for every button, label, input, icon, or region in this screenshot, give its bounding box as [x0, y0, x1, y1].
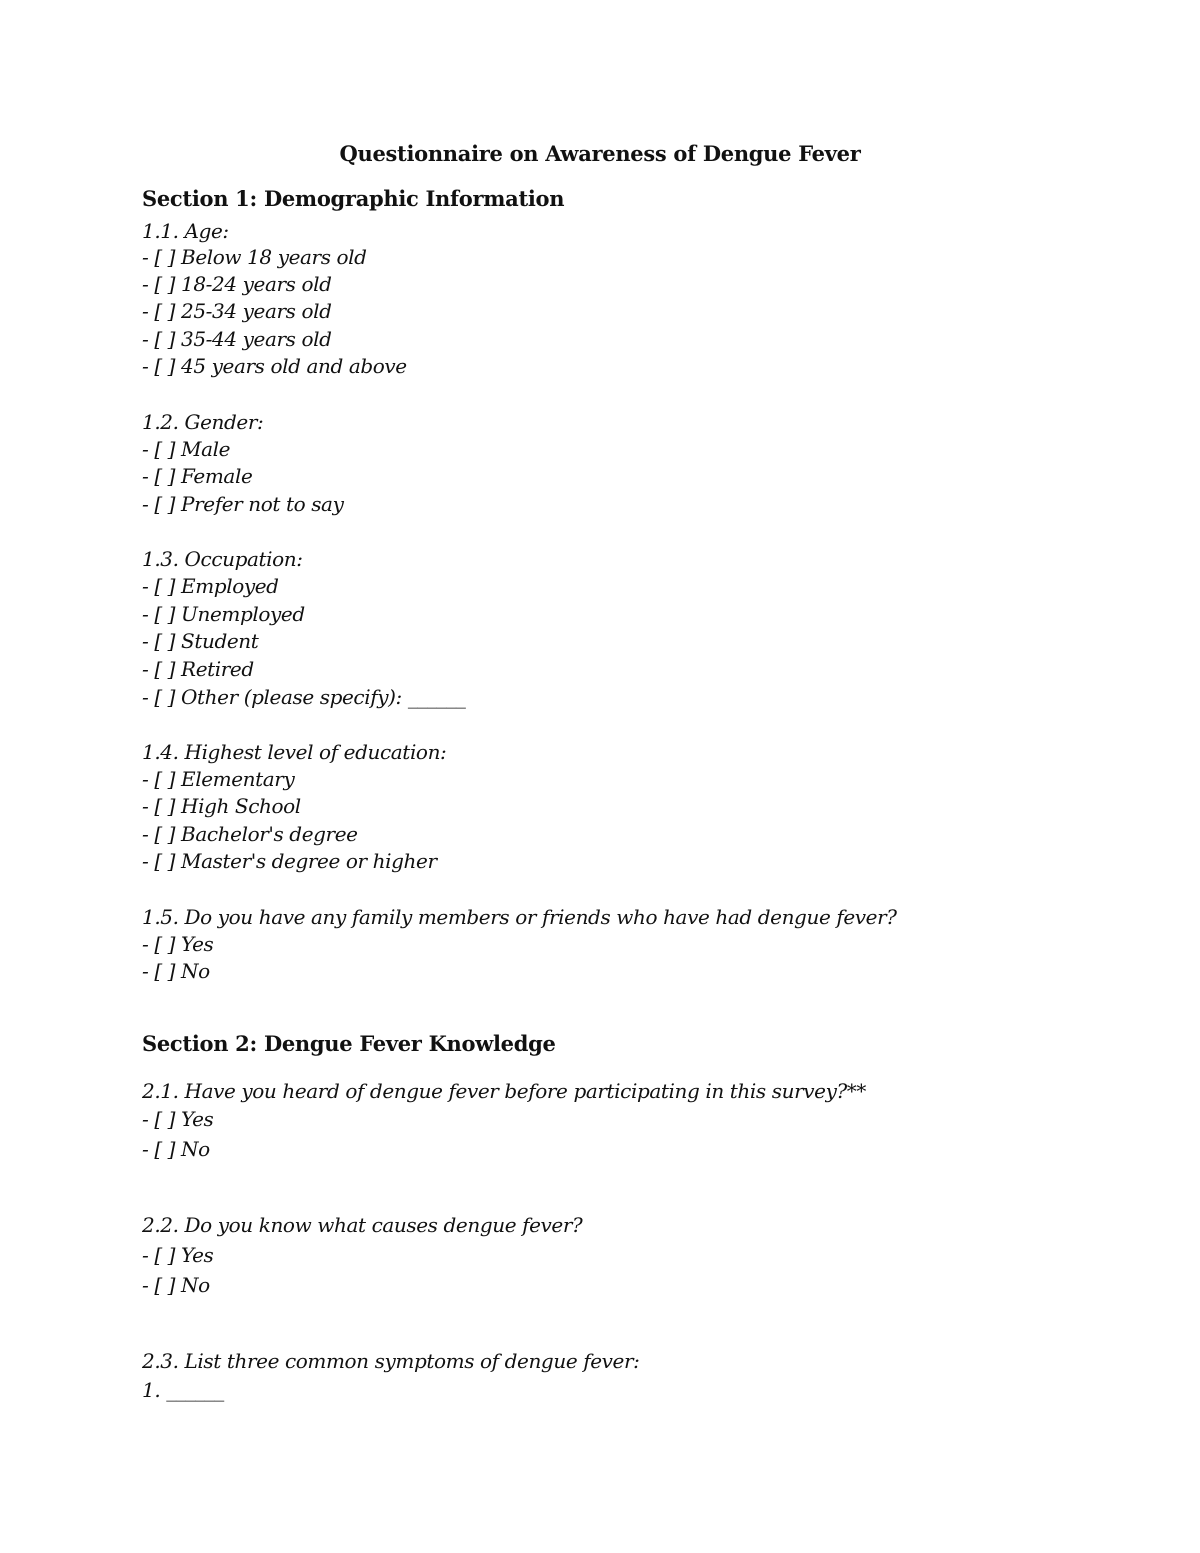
document-title: Questionnaire on Awareness of Dengue Fever	[339, 141, 861, 166]
question-1-5: 1.5. Do you have any family members or friends who have had dengue fever?	[142, 905, 897, 929]
option-occupation-other[interactable]: - [ ] Other (please specify): ______	[142, 685, 466, 709]
option-occupation-unemployed[interactable]: - [ ] Unemployed	[142, 602, 305, 626]
option-education-masters[interactable]: - [ ] Master's degree or higher	[142, 849, 437, 873]
section-1-heading: Section 1: Demographic Information	[142, 186, 565, 211]
question-2-3: 2.3. List three common symptoms of dengue fever:	[142, 1349, 640, 1373]
option-age-35-44[interactable]: - [ ] 35-44 years old	[142, 327, 332, 351]
option-occupation-employed[interactable]: - [ ] Employed	[142, 574, 279, 598]
question-1-3: 1.3. Occupation:	[142, 547, 303, 571]
option-age-below-18[interactable]: - [ ] Below 18 years old	[142, 245, 367, 269]
question-2-1: 2.1. Have you heard of dengue fever before participating in this survey?**	[142, 1079, 866, 1103]
option-occupation-retired[interactable]: - [ ] Retired	[142, 657, 254, 681]
answer-symptom-1[interactable]: 1. ______	[142, 1378, 224, 1402]
question-2-2: 2.2. Do you know what causes dengue fever?	[142, 1213, 583, 1237]
option-age-18-24[interactable]: - [ ] 18-24 years old	[142, 272, 332, 296]
question-1-2: 1.2. Gender:	[142, 410, 264, 434]
option-gender-female[interactable]: - [ ] Female	[142, 464, 253, 488]
option-heard-yes[interactable]: - [ ] Yes	[142, 1107, 214, 1131]
option-causes-no[interactable]: - [ ] No	[142, 1273, 210, 1297]
option-age-45-plus[interactable]: - [ ] 45 years old and above	[142, 354, 407, 378]
option-education-elementary[interactable]: - [ ] Elementary	[142, 767, 295, 791]
option-causes-yes[interactable]: - [ ] Yes	[142, 1243, 214, 1267]
option-gender-prefer-not[interactable]: - [ ] Prefer not to say	[142, 492, 344, 516]
option-family-no[interactable]: - [ ] No	[142, 959, 210, 983]
option-family-yes[interactable]: - [ ] Yes	[142, 932, 214, 956]
option-occupation-student[interactable]: - [ ] Student	[142, 629, 259, 653]
option-age-25-34[interactable]: - [ ] 25-34 years old	[142, 299, 332, 323]
option-heard-no[interactable]: - [ ] No	[142, 1137, 210, 1161]
option-education-high-school[interactable]: - [ ] High School	[142, 794, 301, 818]
option-education-bachelors[interactable]: - [ ] Bachelor's degree	[142, 822, 358, 846]
question-1-4: 1.4. Highest level of education:	[142, 740, 447, 764]
option-gender-male[interactable]: - [ ] Male	[142, 437, 231, 461]
section-2-heading: Section 2: Dengue Fever Knowledge	[142, 1031, 556, 1056]
question-1-1: 1.1. Age:	[142, 219, 229, 243]
